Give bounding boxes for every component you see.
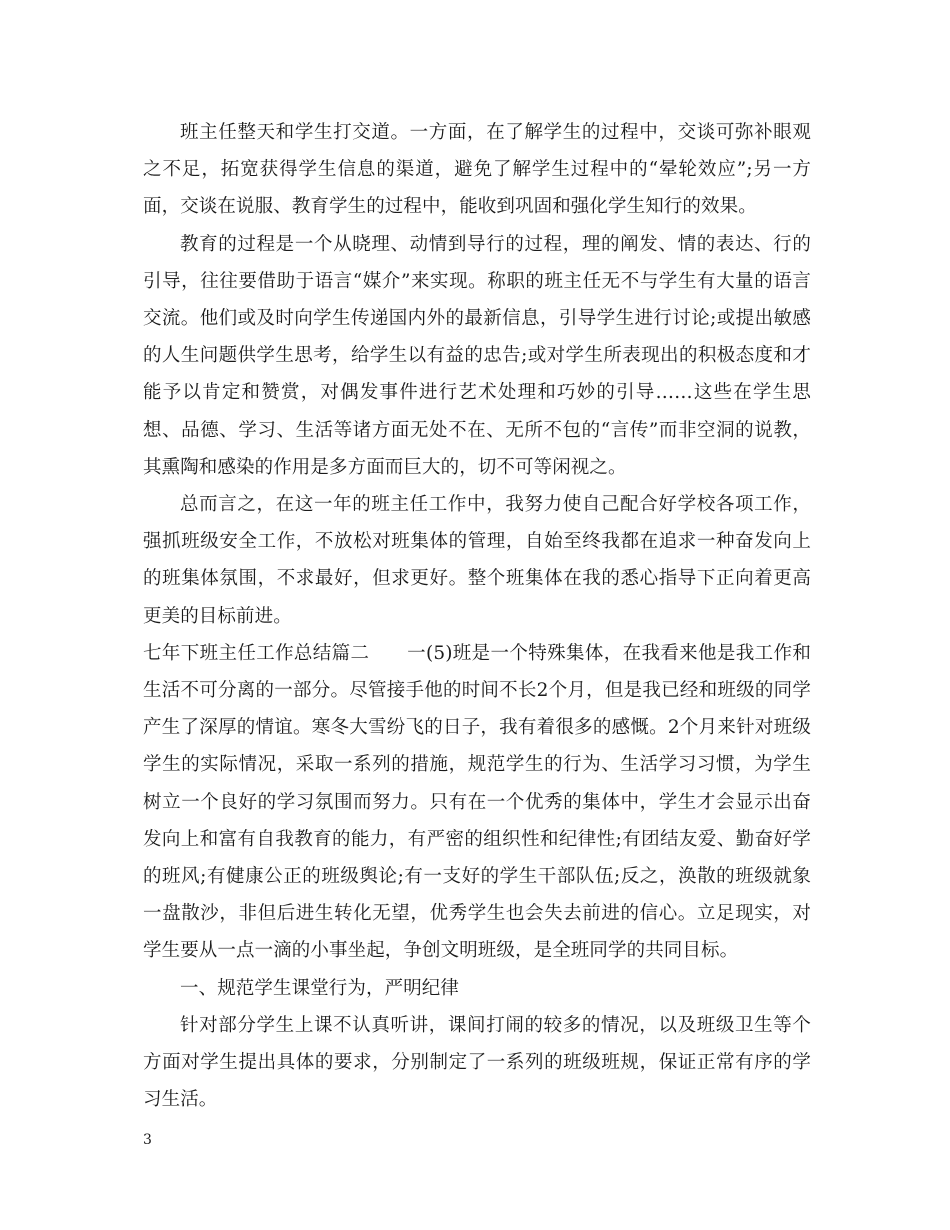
paragraph-summary: 总而言之，在这一年的班主任工作中，我努力使自己配合好学校各项工作，强抓班级安全工作，不放松对班集体的管理，自始至终我都在追求一种奋发向上的班集体氛围，不求最好，但求更好。整个班集体在我的悉心指导下正向着更高更美的目标前进。 — [143, 494, 811, 627]
paragraph-class-rules: 针对部分学生上课不认真听讲，课间打闹的较多的情况，以及班级卫生等个方面对学生提出具体的要求，分别制定了一系列的班级班规，保证正常有序的学习生活。 — [143, 1014, 811, 1111]
paragraph-part-two-intro: 七年下班主任工作总结篇二 一(5)班是一个特殊集体，在我看来他是我工作和生活不可分离的一部分。尽管接手他的时间不长2个月，但是我已经和班级的同学产生了深厚的情谊。寒冬大雪纷飞的日子，我有着很多的感慨。2个月来针对班级学生的实际情况，采取一系列的措施，规范学生的行为、生活学习习惯，为学生树立一个良好的学习氛围而努力。只有在一个优秀的集体中，学生才会显示出奋发向上和富有自我教育的能力，有严密的组织性和纪律性;有团结友爱、勤奋好学的班风;有健康公正的班级舆论;有一支好的学生干部队伍;反之，涣散的班级就象一盘散沙，非但后进生转化无望，优秀学生也会失去前进的信心。立足现实，对学生要从一点一滴的小事坐起，争创文明班级，是全班同学的共同目标。 — [143, 642, 811, 962]
page-number: 3 — [143, 1132, 152, 1148]
paragraph-talk-with-students: 班主任整天和学生打交道。一方面，在了解学生的过程中，交谈可弥补眼观之不足，拓宽获得学生信息的渠道，避免了解学生过程中的“晕轮效应”;另一方面，交谈在说服、教育学生的过程中，能收到巩固和强化学生知行的效果。 — [143, 122, 811, 218]
document-body — [143, 114, 811, 1118]
paragraph-education-process: 教育的过程是一个从晓理、动情到导行的过程，理的阐发、情的表达、行的引导，往往要借助于语言“媒介”来实现。称职的班主任无不与学生有大量的语言交流。他们或及时向学生传递国内外的最新信息，引导学生进行讨论;或提出敏感的人生问题供学生思考，给学生以有益的忠告;或对学生所表现出的积极态度和才能予以肯定和赞赏，对偶发事件进行艺术处理和巧妙的引导……这些在学生思想、品德、学习、生活等诸方面无处不在、无所不包的“言传”而非空洞的说教，其熏陶和感染的作用是多方面而巨大的，切不可等闲视之。 — [143, 233, 811, 478]
section-heading-classroom-discipline: 一、规范学生课堂行为，严明纪律 — [180, 977, 460, 999]
